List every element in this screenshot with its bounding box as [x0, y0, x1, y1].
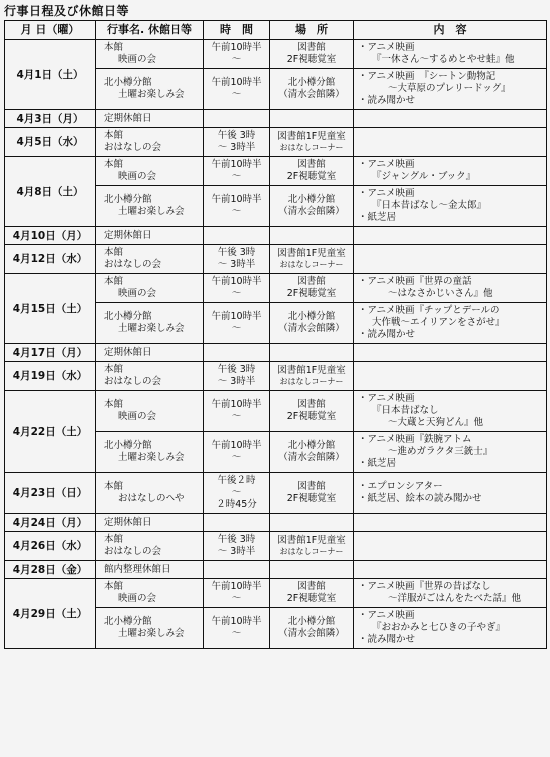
- date-cell: 4月10日（月）: [5, 227, 96, 245]
- empty-cell: [270, 514, 354, 532]
- time-line: 午前10時半: [211, 581, 262, 592]
- date-cell: 4月12日（水）: [5, 245, 96, 274]
- event-line: 本館: [104, 42, 124, 53]
- event-line: おはなしのへや: [118, 493, 185, 504]
- content-cell: [354, 186, 547, 227]
- time-line: 午前10時半: [211, 159, 262, 170]
- place-cell: [270, 128, 354, 157]
- content-line: ・紙芝居: [358, 212, 397, 223]
- table-row: [5, 157, 547, 186]
- table-row: [5, 245, 547, 274]
- content-cell: [354, 157, 547, 186]
- content-line: ・アニメ映画: [358, 393, 415, 404]
- time-cell: [204, 303, 270, 344]
- header-content: 内 容: [354, 21, 547, 40]
- event-line: 映画の会: [118, 288, 157, 299]
- place-cell: [270, 608, 354, 649]
- place-line: 2F視聴覚室: [286, 54, 337, 65]
- empty-cell: [270, 227, 354, 245]
- event-cell: [96, 40, 204, 69]
- event-line: 北小樽分館: [104, 616, 152, 627]
- table-row: [5, 561, 547, 579]
- content-line: ・アニメ映画『鉄腕アトム: [358, 434, 472, 445]
- empty-cell: [354, 110, 547, 128]
- content-line: ・アニメ映画 『シートン動物記: [358, 71, 496, 82]
- content-line: ・エプロンシアター: [358, 481, 443, 492]
- date-cell: 4月17日（月）: [5, 344, 96, 362]
- event-line: 本館: [104, 481, 124, 492]
- time-line: 午後２時: [217, 475, 256, 486]
- content-line: 『一休さん〜するめとやせ蛙』他: [372, 54, 515, 65]
- event-line: 本館: [104, 247, 124, 258]
- place-line: おはなしコーナー: [279, 143, 344, 152]
- date-cell: 4月28日（金）: [5, 561, 96, 579]
- time-line: 〜: [231, 452, 242, 463]
- event-line: 北小樽分館: [104, 194, 152, 205]
- empty-cell: [354, 227, 547, 245]
- event-line: 映画の会: [118, 171, 157, 182]
- header-date: 月 日（曜）: [5, 21, 96, 40]
- empty-cell: [204, 110, 270, 128]
- time-line: 〜: [231, 171, 242, 182]
- place-line: 2F視聴覚室: [286, 288, 337, 299]
- time-line: 〜 3時半: [217, 259, 256, 270]
- table-row: [5, 274, 547, 303]
- event-line: おはなしの会: [104, 142, 162, 153]
- content-line: ・紙芝居、絵本の読み聞かせ: [358, 493, 482, 504]
- content-line: ・アニメ映画『チップとデールの: [358, 305, 500, 316]
- content-line: ・読み聞かせ: [358, 634, 416, 645]
- place-line: 図書館: [297, 399, 326, 410]
- time-cell: [204, 432, 270, 473]
- place-cell: [270, 274, 354, 303]
- empty-cell: [270, 110, 354, 128]
- event-line: 映画の会: [118, 593, 157, 604]
- time-line: 午前10時半: [211, 616, 262, 627]
- content-line: 〜大草原のプレリードッグ』: [388, 83, 511, 94]
- table-row: [5, 514, 547, 532]
- event-line: 北小樽分館: [104, 77, 152, 88]
- content-cell: [354, 69, 547, 110]
- time-line: 午後 3時: [217, 247, 256, 258]
- table-row: [5, 532, 547, 561]
- table-row: [5, 579, 547, 608]
- place-cell: [270, 303, 354, 344]
- time-line: 午前10時半: [211, 77, 262, 88]
- time-line: 午後 3時: [217, 364, 256, 375]
- event-line: おはなしの会: [104, 259, 162, 270]
- time-cell: [204, 157, 270, 186]
- date-cell: 4月22日（土）: [5, 391, 96, 473]
- content-cell: [354, 473, 547, 514]
- content-line: ・読み聞かせ: [358, 95, 416, 106]
- time-cell: [204, 532, 270, 561]
- event-line: 土曜お楽しみ会: [118, 323, 185, 334]
- place-cell: [270, 157, 354, 186]
- time-line: 午後 3時: [217, 130, 256, 141]
- time-line: 午前10時半: [211, 311, 262, 322]
- content-cell: [354, 40, 547, 69]
- time-line: 〜: [231, 89, 242, 100]
- date-cell: 4月3日（月）: [5, 110, 96, 128]
- event-line: 土曜お楽しみ会: [118, 628, 185, 639]
- place-line: 2F視聴覚室: [286, 171, 337, 182]
- time-cell: [204, 473, 270, 514]
- empty-cell: [204, 344, 270, 362]
- empty-cell: [354, 344, 547, 362]
- content-cell: [354, 362, 547, 391]
- place-line: （清水会館隣）: [278, 206, 345, 217]
- date-cell: 4月29日（土）: [5, 579, 96, 649]
- time-line: 〜: [231, 206, 242, 217]
- place-line: 2F視聴覚室: [286, 593, 337, 604]
- place-line: おはなしコーナー: [279, 260, 344, 269]
- time-cell: [204, 391, 270, 432]
- date-cell: 4月8日（土）: [5, 157, 96, 227]
- empty-cell: [354, 561, 547, 579]
- place-line: （清水会館隣）: [278, 628, 345, 639]
- content-line: 『おおかみと七ひきの子やぎ』: [372, 622, 506, 633]
- place-line: 図書館1F児童室: [277, 248, 346, 259]
- place-cell: [270, 186, 354, 227]
- event-cell: [96, 391, 204, 432]
- content-line: ・アニメ映画: [358, 188, 415, 199]
- table-row: [5, 110, 547, 128]
- event-cell: [96, 186, 204, 227]
- table-row: [5, 128, 547, 157]
- event-cell: [96, 579, 204, 608]
- content-line: ・紙芝居: [358, 458, 397, 469]
- content-line: ・アニメ映画: [358, 610, 415, 621]
- time-cell: [204, 186, 270, 227]
- time-line: 〜: [231, 487, 242, 498]
- event-line: 本館: [104, 399, 124, 410]
- place-line: 北小樽分館: [287, 77, 336, 88]
- empty-cell: [204, 514, 270, 532]
- event-line: 本館: [104, 130, 124, 141]
- time-line: 〜 3時半: [217, 376, 256, 387]
- time-line: 午前10時半: [211, 194, 262, 205]
- event-line: おはなしの会: [104, 546, 162, 557]
- date-cell: 4月1日（土）: [5, 40, 96, 110]
- time-cell: [204, 579, 270, 608]
- place-cell: [270, 579, 354, 608]
- time-line: 〜 3時半: [217, 142, 256, 153]
- closed-cell: 館内整理休館日: [96, 561, 204, 579]
- place-line: 図書館1F児童室: [277, 535, 346, 546]
- event-cell: [96, 69, 204, 110]
- event-cell: [96, 128, 204, 157]
- content-line: 『ジャングル・ブック』: [372, 171, 476, 182]
- time-cell: [204, 128, 270, 157]
- event-line: 北小樽分館: [104, 311, 152, 322]
- table-row: [5, 344, 547, 362]
- place-cell: [270, 432, 354, 473]
- time-cell: [204, 245, 270, 274]
- place-line: 図書館: [297, 42, 326, 53]
- date-cell: 4月24日（月）: [5, 514, 96, 532]
- event-line: 土曜お楽しみ会: [118, 206, 185, 217]
- date-cell: 4月23日（日）: [5, 473, 96, 514]
- table-row: [5, 391, 547, 432]
- time-cell: [204, 69, 270, 110]
- place-line: 図書館1F児童室: [277, 365, 346, 376]
- time-line: 午前10時半: [211, 399, 262, 410]
- event-line: 映画の会: [118, 411, 157, 422]
- place-cell: [270, 391, 354, 432]
- content-line: 〜大蔵と天狗どん』他: [388, 417, 484, 428]
- time-cell: [204, 362, 270, 391]
- header-row: [5, 21, 547, 40]
- event-line: おはなしの会: [104, 376, 162, 387]
- content-line: 〜はなさかじいさん』他: [388, 288, 493, 299]
- closed-cell: 定期休館日: [96, 110, 204, 128]
- content-line: 〜進めガラクタ三銃士』: [388, 446, 493, 457]
- schedule-table: [4, 20, 547, 649]
- content-line: ・アニメ映画: [358, 42, 415, 53]
- place-line: 図書館1F児童室: [277, 131, 346, 142]
- table-row: [5, 362, 547, 391]
- place-line: 図書館: [297, 481, 326, 492]
- closed-cell: 定期休館日: [96, 227, 204, 245]
- empty-cell: [204, 227, 270, 245]
- content-line: 『日本昔ばなし〜金太郎』: [372, 200, 487, 211]
- table-row: [5, 227, 547, 245]
- event-cell: [96, 608, 204, 649]
- content-cell: [354, 608, 547, 649]
- time-line: 〜: [231, 593, 242, 604]
- place-line: （清水会館隣）: [278, 89, 345, 100]
- date-cell: 4月5日（水）: [5, 128, 96, 157]
- place-line: 北小樽分館: [287, 616, 336, 627]
- event-cell: [96, 157, 204, 186]
- time-line: 午後 3時: [217, 534, 256, 545]
- table-row: [5, 473, 547, 514]
- content-cell: [354, 128, 547, 157]
- time-line: 午前10時半: [211, 276, 262, 287]
- place-line: 北小樽分館: [287, 311, 336, 322]
- place-cell: [270, 69, 354, 110]
- event-cell: [96, 362, 204, 391]
- header-time: 時 間: [204, 21, 270, 40]
- place-line: （清水会館隣）: [278, 452, 345, 463]
- content-line: 『日本昔ばなし: [372, 405, 439, 416]
- time-line: 〜 3時半: [217, 546, 256, 557]
- table-row: [5, 40, 547, 69]
- content-cell: [354, 274, 547, 303]
- time-line: ２時45分: [216, 499, 257, 510]
- event-line: 本館: [104, 276, 124, 287]
- content-cell: [354, 579, 547, 608]
- time-line: 〜: [231, 411, 242, 422]
- content-cell: [354, 432, 547, 473]
- empty-cell: [270, 561, 354, 579]
- header-event: 行事名. 休館日等: [96, 21, 204, 40]
- event-cell: [96, 532, 204, 561]
- time-cell: [204, 274, 270, 303]
- event-line: 映画の会: [118, 54, 157, 65]
- closed-cell: 定期休館日: [96, 344, 204, 362]
- content-line: ・読み聞かせ: [358, 329, 416, 340]
- date-cell: 4月19日（水）: [5, 362, 96, 391]
- content-line: ・アニメ映画: [358, 159, 415, 170]
- date-cell: 4月26日（水）: [5, 532, 96, 561]
- time-cell: [204, 40, 270, 69]
- event-cell: [96, 473, 204, 514]
- place-cell: [270, 532, 354, 561]
- place-line: 北小樽分館: [287, 440, 336, 451]
- place-line: おはなしコーナー: [279, 547, 344, 556]
- place-cell: [270, 473, 354, 514]
- event-line: 北小樽分館: [104, 440, 152, 451]
- empty-cell: [354, 514, 547, 532]
- event-cell: [96, 303, 204, 344]
- page-title: 行事日程及び休館日等: [4, 4, 130, 18]
- time-line: 〜: [231, 628, 242, 639]
- time-line: 午前10時半: [211, 42, 262, 53]
- event-cell: [96, 274, 204, 303]
- content-line: 〜洋服がごはんをたべた話』他: [388, 593, 522, 604]
- time-line: 午前10時半: [211, 440, 262, 451]
- place-line: 図書館: [297, 581, 326, 592]
- content-cell: [354, 532, 547, 561]
- place-cell: [270, 362, 354, 391]
- place-line: （清水会館隣）: [278, 323, 345, 334]
- content-line: 大作戦〜エイリアンをさがせ』: [372, 317, 505, 328]
- event-line: 土曜お楽しみ会: [118, 89, 185, 100]
- content-line: ・アニメ映画『世界の童話: [358, 276, 472, 287]
- content-cell: [354, 391, 547, 432]
- event-line: 本館: [104, 534, 124, 545]
- content-cell: [354, 303, 547, 344]
- time-cell: [204, 608, 270, 649]
- event-line: 本館: [104, 581, 124, 592]
- time-line: 〜: [231, 323, 242, 334]
- place-line: 2F視聴覚室: [286, 493, 337, 504]
- place-line: おはなしコーナー: [279, 377, 344, 386]
- date-cell: 4月15日（土）: [5, 274, 96, 344]
- time-line: 〜: [231, 54, 242, 65]
- event-line: 本館: [104, 364, 124, 375]
- place-line: 北小樽分館: [287, 194, 336, 205]
- empty-cell: [270, 344, 354, 362]
- place-line: 2F視聴覚室: [286, 411, 337, 422]
- event-cell: [96, 432, 204, 473]
- place-line: 図書館: [297, 276, 326, 287]
- content-line: ・アニメ映画『世界の昔ばなし: [358, 581, 491, 592]
- event-line: 本館: [104, 159, 124, 170]
- content-cell: [354, 245, 547, 274]
- closed-cell: 定期休館日: [96, 514, 204, 532]
- event-line: 土曜お楽しみ会: [118, 452, 185, 463]
- place-cell: [270, 40, 354, 69]
- event-cell: [96, 245, 204, 274]
- time-line: 〜: [231, 288, 242, 299]
- place-cell: [270, 245, 354, 274]
- header-place: 場 所: [270, 21, 354, 40]
- place-line: 図書館: [297, 159, 326, 170]
- empty-cell: [204, 561, 270, 579]
